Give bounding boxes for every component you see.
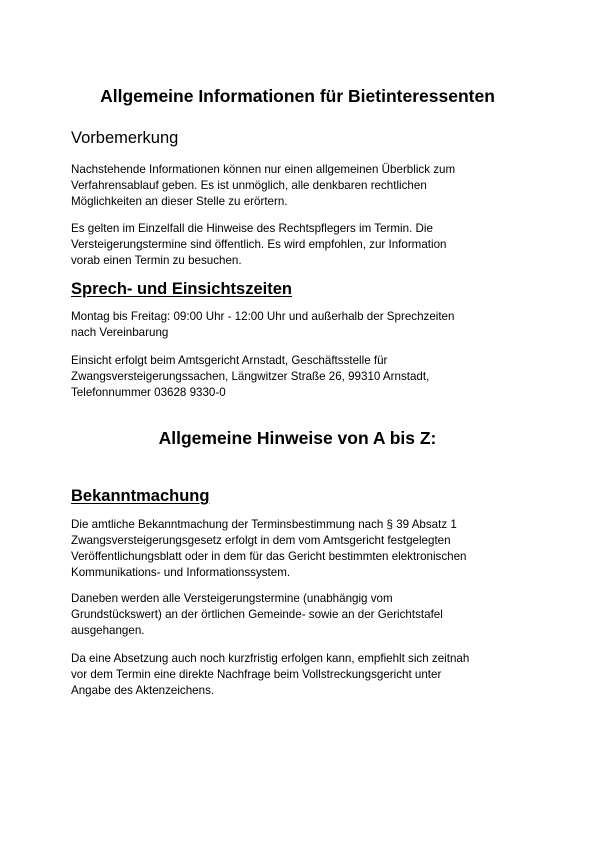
text-line: Einsicht erfolgt beim Amtsgericht Arnstadt, Geschäftsstelle für xyxy=(71,354,388,367)
text-line: vor dem Termin eine direkte Nachfrage beim Vollstreckungsgericht unter xyxy=(71,668,442,681)
text-line: Versteigerungstermine sind öffentlich. Es wird empfohlen, zur Information xyxy=(71,238,447,251)
text-line: Möglichkeiten an dieser Stelle zu erörtern. xyxy=(71,195,288,208)
text-line: Nachstehende Informationen können nur einen allgemeinen Überblick zum xyxy=(71,163,456,176)
section-heading-sprechzeiten: Sprech- und Einsichtszeiten xyxy=(71,280,292,298)
text-line: ausgehangen. xyxy=(71,624,145,637)
text-line: Kommunikations- und Informationssystem. xyxy=(71,566,291,579)
paragraph-bekanntmachung-3 xyxy=(71,651,541,699)
text-line: Zwangsversteigerungsgesetz erfolgt in dem vom Amtsgericht festgelegten xyxy=(71,534,451,547)
hinweise-title: Allgemeine Hinweise von A bis Z: xyxy=(158,428,437,448)
text-line: Telefonnummer 03628 9330-0 xyxy=(71,386,226,399)
text-line: Grundstückswert) an der örtlichen Gemeinde- sowie an der Gerichtstafel xyxy=(71,608,443,621)
text-line: Zwangsversteigerungssachen, Längwitzer Straße 26, 99310 Arnstadt, xyxy=(71,370,430,383)
paragraph-bekanntmachung-1 xyxy=(71,517,541,581)
text-line: Es gelten im Einzelfall die Hinweise des Rechtspflegers im Termin. Die xyxy=(71,222,433,235)
paragraph-bekanntmachung-2 xyxy=(71,591,541,639)
text-line: Da eine Absetzung auch noch kurzfristig erfolgen kann, empfiehlt sich zeitnah xyxy=(71,652,470,665)
paragraph-sprechzeiten-2 xyxy=(71,353,541,401)
section-heading-vorbemerkung: Vorbemerkung xyxy=(71,129,179,147)
paragraph-vorbemerkung-1 xyxy=(71,162,541,210)
text-line: nach Vereinbarung xyxy=(71,326,169,339)
text-line: Veröffentlichungsblatt oder in dem für das Gericht bestimmten elektronischen xyxy=(71,550,467,563)
paragraph-vorbemerkung-2 xyxy=(71,221,541,269)
text-line: Daneben werden alle Versteigerungstermine (unabhängig vom xyxy=(71,592,393,605)
text-line: vorab einen Termin zu besuchen. xyxy=(71,254,242,267)
document-title: Allgemeine Informationen für Bietinteressenten xyxy=(100,86,495,106)
text-line: Angabe des Aktenzeichens. xyxy=(71,684,215,697)
section-heading-bekanntmachung: Bekanntmachung xyxy=(71,487,210,505)
text-line: Die amtliche Bekanntmachung der Terminsbestimmung nach § 39 Absatz 1 xyxy=(71,518,457,531)
text-line: Verfahrensablauf geben. Es ist unmöglich, alle denkbaren rechtlichen xyxy=(71,179,427,192)
text-line: Montag bis Freitag: 09:00 Uhr - 12:00 Uhr und außerhalb der Sprechzeiten xyxy=(71,310,455,323)
paragraph-sprechzeiten-1 xyxy=(71,309,541,341)
